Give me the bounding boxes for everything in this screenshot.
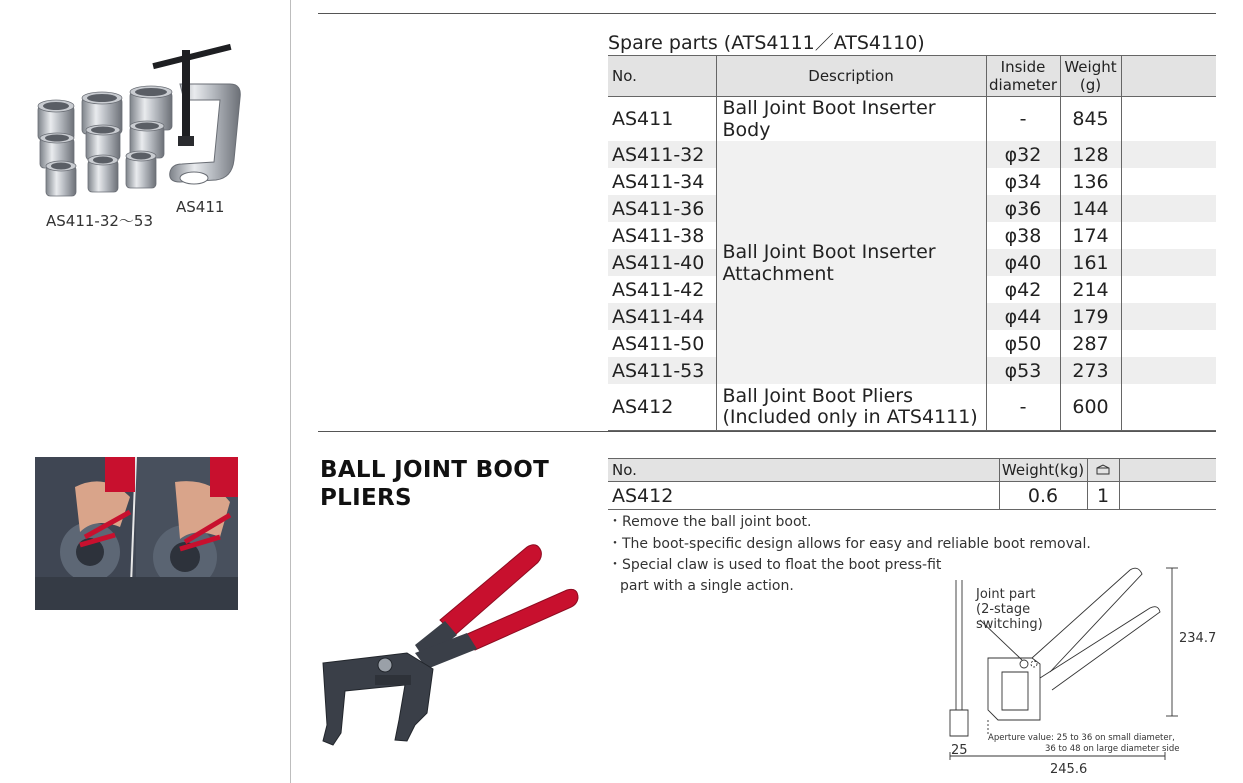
cell-diameter: φ38 [986, 222, 1060, 249]
header-no: No. [608, 459, 999, 482]
cell-description: Ball Joint Boot Pliers (Included only in ATS4111) [716, 384, 986, 431]
cell-no: AS411 [612, 108, 674, 130]
cell-blank [1121, 222, 1216, 249]
cell-blank [1121, 195, 1216, 222]
cell-blank [1121, 141, 1216, 168]
aperture-note-line1: Aperture value: 25 to 36 on small diameter, [988, 733, 1175, 743]
table-header-row [608, 459, 1216, 482]
cell-blank [1121, 330, 1216, 357]
cell-no: AS411-32 [608, 141, 716, 168]
cell-no: AS411-42 [612, 278, 705, 301]
cell-no: AS412 [608, 384, 716, 431]
bullet-item: ・Special claw is used to float the boot press-fit [608, 557, 942, 573]
cell-no: AS411-53 [608, 357, 716, 384]
cell-diameter: φ53 [986, 357, 1060, 384]
caption-body: AS411 [176, 198, 225, 216]
height-dimension: 234.7 [1179, 631, 1217, 646]
cell-weight: 136 [1060, 168, 1121, 195]
cell-diameter: φ42 [986, 276, 1060, 303]
spare-parts-table [608, 55, 1216, 431]
header-inside-diameter: Inside diameter [986, 56, 1060, 97]
cell-description: Ball Joint Boot Inserter Body [716, 97, 986, 142]
pliers-title: BALL JOINT BOOT PLIERS [320, 457, 550, 511]
header-description: Description [716, 56, 986, 97]
joint-part-label: Joint part (2-stage switching) [976, 587, 1043, 632]
header-weight: Weight(kg) [999, 459, 1087, 482]
column-divider [290, 0, 291, 783]
header-blank [1121, 56, 1216, 97]
cell-weight: 287 [1060, 330, 1121, 357]
cell-weight: 845 [1060, 97, 1121, 142]
cell-diameter: φ44 [986, 303, 1060, 330]
cell-blank [1121, 357, 1216, 384]
cell-no: AS412 [608, 482, 999, 510]
cell-weight: 214 [1060, 276, 1121, 303]
spare-parts-title: Spare parts (ATS4111／ATS4110) [608, 32, 925, 54]
cell-no: AS411-36 [608, 195, 716, 222]
cell-diameter: - [986, 97, 1060, 142]
header-quantity [1087, 459, 1119, 482]
table-row [608, 482, 1216, 510]
pliers-image [315, 535, 590, 750]
cell-blank [1121, 276, 1216, 303]
pliers-spec-table [608, 458, 1216, 510]
cell-blank [1121, 168, 1216, 195]
cell-no: AS411-38 [612, 224, 705, 247]
cell-weight: 600 [1060, 384, 1121, 431]
cell-diameter: φ32 [986, 141, 1060, 168]
bullet-item: ・Remove the ball joint boot. [608, 514, 812, 530]
cell-blank [1121, 97, 1216, 142]
cell-diameter: φ36 [986, 195, 1060, 222]
cell-quantity: 1 [1087, 482, 1119, 510]
cell-diameter: φ50 [986, 330, 1060, 357]
cell-blank [1119, 482, 1216, 510]
table-row [608, 384, 1216, 431]
section-rule [318, 431, 1216, 432]
cell-blank [1121, 303, 1216, 330]
caption-attachments: AS411-32～53 [46, 212, 153, 230]
width-dimension: 245.6 [1050, 762, 1088, 777]
cell-blank [1121, 249, 1216, 276]
table-row [608, 141, 1216, 168]
table-header-row [608, 56, 1216, 97]
cell-weight: 144 [1060, 195, 1121, 222]
header-weight: Weight (g) [1060, 56, 1121, 97]
cell-weight: 0.6 [999, 482, 1087, 510]
cell-weight: 161 [1060, 249, 1121, 276]
header-no: No. [608, 56, 716, 97]
aperture-note-line2: 36 to 48 on large diameter side [1045, 744, 1180, 754]
cell-weight: 273 [1060, 357, 1121, 384]
cell-diameter: - [986, 384, 1060, 431]
cell-description-attachment: Ball Joint Boot Inserter Attachment [716, 141, 986, 384]
inserter-set-image [30, 40, 270, 200]
cell-weight: 174 [1060, 222, 1121, 249]
cell-diameter: φ40 [986, 249, 1060, 276]
table-row [608, 97, 1216, 142]
box-icon [1096, 463, 1110, 475]
cell-no: AS411-50 [612, 332, 705, 355]
thickness-dimension: 25 [951, 743, 968, 758]
cell-no: AS411-40 [608, 249, 716, 276]
header-blank [1119, 459, 1216, 482]
cell-diameter: φ34 [986, 168, 1060, 195]
top-rule [318, 13, 1216, 14]
usage-photo [35, 457, 238, 610]
cell-blank [1121, 384, 1216, 431]
cell-no: AS411-44 [608, 303, 716, 330]
bullet-item-continued: part with a single action. [620, 578, 794, 594]
cell-weight: 179 [1060, 303, 1121, 330]
bullet-item: ・The boot-specific design allows for easy and reliable boot removal. [608, 536, 1091, 552]
cell-weight: 128 [1060, 141, 1121, 168]
cell-no: AS411-34 [612, 170, 705, 193]
